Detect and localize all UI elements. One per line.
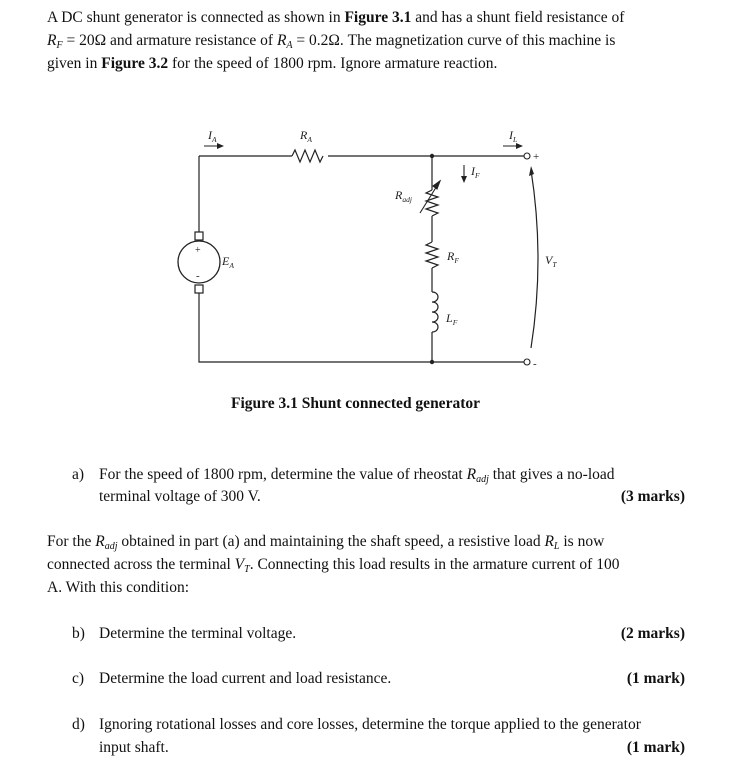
terminal-positive: [524, 153, 530, 159]
part-b-text: Determine the terminal voltage.: [99, 625, 297, 642]
brush-top: [195, 232, 203, 240]
part-c-marks: (1 mark): [626, 670, 685, 687]
label-ia: $I_A$: [208, 128, 217, 144]
rheostat-arrowhead: [433, 181, 440, 189]
terminal-negative: [524, 359, 530, 365]
figure-reference: Figure 3.2: [101, 55, 169, 72]
wire-bottom: [199, 293, 527, 362]
intro-text: A DC shunt generator is connected as shown in: [47, 9, 345, 26]
ia-arrowhead: [217, 143, 224, 149]
intro-text: = 0.2Ω. The magnetization curve of this machine is: [292, 32, 616, 49]
vt-arrowhead: [529, 166, 534, 176]
subscript: adj: [104, 541, 118, 552]
symbol: V: [234, 556, 245, 573]
junction-bottom: [430, 360, 434, 364]
brush-bottom: [195, 285, 203, 293]
part-b-label: b): [72, 625, 85, 642]
intro-text: and has a shunt field resistance of: [411, 9, 625, 26]
question-text: For the speed of 1800 rpm, determine the value of rheostat: [99, 466, 467, 483]
symbol: R: [95, 533, 105, 550]
subscript: A: [286, 40, 293, 51]
transition-line-3: A. With this condition:: [47, 579, 190, 596]
paragraph-text: For the: [47, 533, 96, 550]
symbol: R: [466, 466, 477, 483]
armature-resistor-ra: [292, 150, 323, 162]
label-ea: $E_A$: [222, 254, 234, 270]
subscript: F: [56, 40, 63, 51]
label-ra: $R_A$: [300, 128, 312, 144]
label-radj: $R_{adj}$: [395, 188, 412, 204]
field-inductor-lf: [432, 292, 438, 332]
field-resistor-rf: [426, 242, 438, 268]
transition-line-2: [47, 555, 619, 575]
part-a-line-2: terminal voltage of 300 V.: [99, 488, 261, 505]
intro-text: given in: [47, 55, 102, 72]
terminal-minus-sign: -: [533, 358, 537, 370]
terminal-plus-sign: +: [533, 151, 540, 163]
paragraph-text: is now: [559, 533, 605, 550]
subscript: adj: [476, 474, 489, 485]
subscript: L: [553, 541, 560, 552]
label-vt: $V_T$: [545, 253, 557, 269]
part-b-marks: (2 marks): [620, 625, 685, 642]
subscript: T: [244, 564, 250, 575]
part-a-line-1: [99, 465, 615, 485]
junction-top: [430, 154, 434, 158]
symbol: R: [544, 533, 554, 550]
question-text: that gives a no-load: [488, 466, 615, 483]
label-lf: $L_F$: [446, 311, 458, 327]
part-d-line-2: input shaft.: [99, 739, 169, 756]
intro-text: for the speed of 1800 rpm. Ignore armature reaction.: [168, 55, 498, 72]
part-a-label: a): [72, 466, 85, 483]
part-c-text: Determine the load current and load resistance.: [99, 670, 392, 687]
generator-minus-sign: -: [196, 270, 200, 282]
part-c-label: c): [72, 670, 85, 687]
transition-line-1: [47, 532, 604, 552]
part-d-line-1: Ignoring rotational losses and core losses, determine the torque applied to the generator: [99, 716, 641, 733]
part-a-marks: (3 marks): [620, 488, 685, 505]
if-arrowhead: [461, 176, 467, 183]
label-il: $I_L$: [509, 128, 518, 144]
figure-reference: Figure 3.1: [344, 9, 412, 26]
paragraph-text: . Connecting this load results in the armature current of 100: [249, 556, 620, 573]
paragraph-text: connected across the terminal: [47, 556, 235, 573]
intro-text: = 20Ω and armature resistance of: [62, 32, 277, 49]
terminal-voltage-bracket: [531, 170, 538, 348]
label-rf: $R_F$: [447, 249, 459, 265]
figure-caption: Figure 3.1 Shunt connected generator: [231, 395, 480, 412]
label-if: $I_F$: [471, 164, 480, 180]
symbol: R: [276, 32, 287, 49]
symbol: R: [47, 32, 57, 49]
generator-plus-sign: +: [195, 245, 201, 256]
part-d-label: d): [72, 716, 85, 733]
part-d-marks: (1 mark): [626, 739, 685, 756]
paragraph-text: obtained in part (a) and maintaining the shaft speed, a resistive load: [117, 533, 545, 550]
